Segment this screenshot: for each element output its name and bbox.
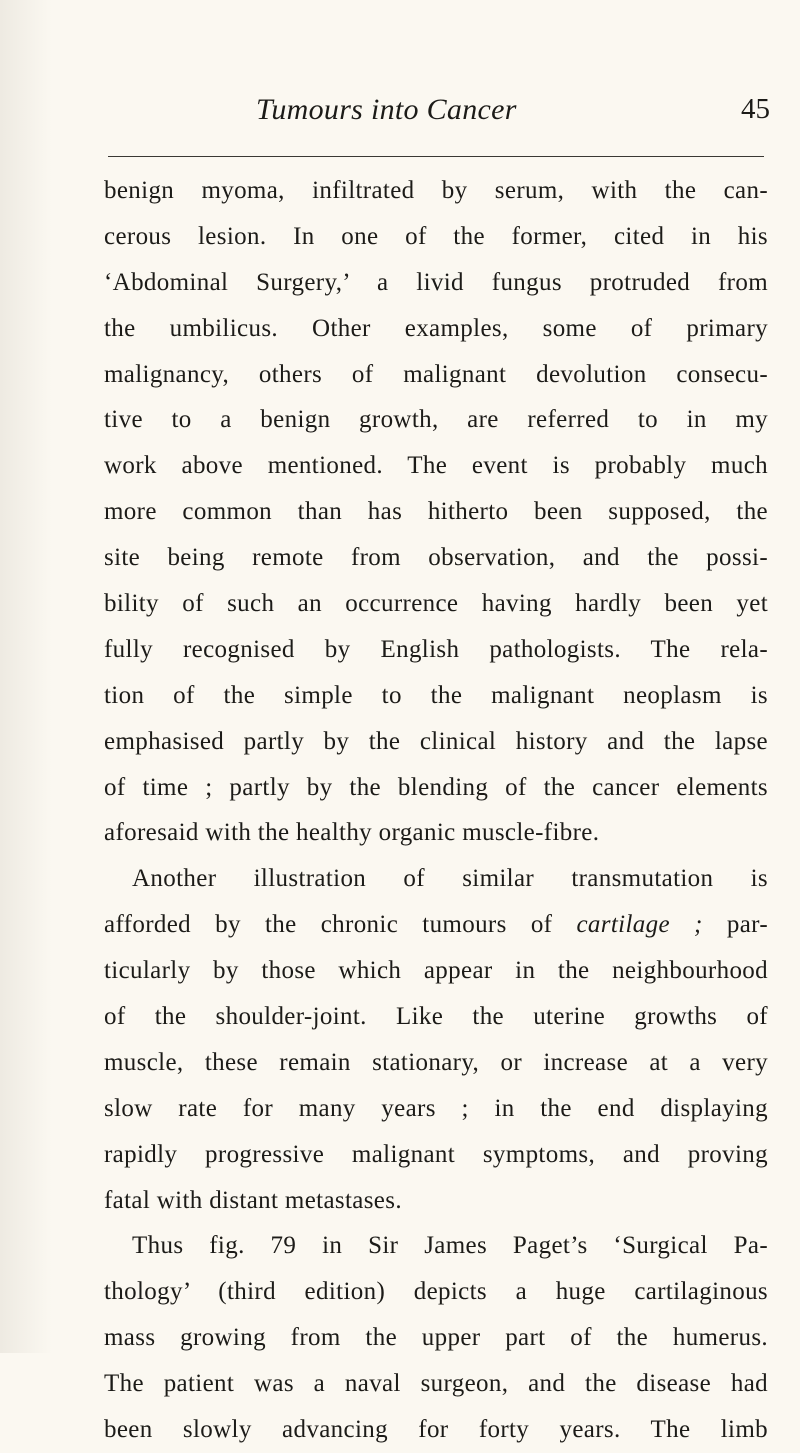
text-line: been slowly advancing for forty years. The limb — [104, 1416, 768, 1444]
text-line: muscle, these remain stationary, or increase at a very — [104, 1048, 768, 1076]
text-line: fully recognised by English pathologists. The rela- — [104, 635, 768, 663]
text-line: emphasised partly by the clinical history and the lapse — [104, 727, 768, 755]
text-line: work above mentioned. The event is probably much — [104, 452, 768, 480]
text-line: more common than has hitherto been supposed, the — [104, 498, 768, 526]
text-segment: afforded by the chronic tumours of — [104, 911, 577, 939]
text-line: the umbilicus. Other examples, some of primary — [104, 314, 768, 342]
text-line: Another illustration of similar transmutation is — [132, 865, 768, 893]
text-line: Thus fig. 79 in Sir James Paget’s ‘Surgical Pa- — [132, 1232, 768, 1260]
text-line: ‘Abdominal Surgery,’ a livid fungus protruded from — [104, 268, 768, 296]
page-number: 45 — [741, 93, 770, 125]
text-line: cerous lesion. In one of the former, cited in his — [104, 222, 768, 250]
text-line: tion of the simple to the malignant neoplasm is — [104, 681, 768, 709]
text-line: The patient was a naval surgeon, and the disease had — [104, 1370, 768, 1398]
text-line: ticularly by those which appear in the neighbourhood — [104, 957, 768, 985]
text-line: benign myoma, infiltrated by serum, with the can- — [104, 177, 768, 204]
text-line: slow rate for many years ; in the end displaying — [104, 1094, 768, 1122]
running-header — [104, 93, 770, 133]
text-line: aforesaid with the healthy organic muscle-fibre. — [104, 819, 600, 847]
text-line — [104, 902, 768, 948]
text-line: tive to a benign growth, are referred to in my — [104, 406, 768, 434]
text-line: malignancy, others of malignant devolution consecu- — [104, 360, 768, 388]
text-segment: par- — [702, 911, 769, 939]
text-line: bility of such an occurrence having hardly been yet — [104, 590, 768, 618]
text-line: rapidly progressive malignant symptoms, and proving — [104, 1140, 768, 1168]
page-edge-shadow — [0, 0, 52, 1353]
text-line: of the shoulder-joint. Like the uterine growths of — [104, 1003, 768, 1031]
text-line: fatal with distant metastases. — [104, 1186, 402, 1214]
text-line: mass growing from the upper part of the humerus. — [104, 1324, 768, 1352]
header-rule — [108, 156, 764, 157]
italic-term: cartilage ; — [576, 911, 703, 939]
text-line: site being remote from observation, and the possi- — [104, 544, 768, 572]
running-title: Tumours into Cancer — [256, 93, 517, 126]
text-line: thology’ (third edition) depicts a huge cartilaginous — [104, 1278, 768, 1306]
body-text — [104, 168, 768, 1453]
text-line: of time ; partly by the blending of the cancer elements — [104, 773, 768, 801]
